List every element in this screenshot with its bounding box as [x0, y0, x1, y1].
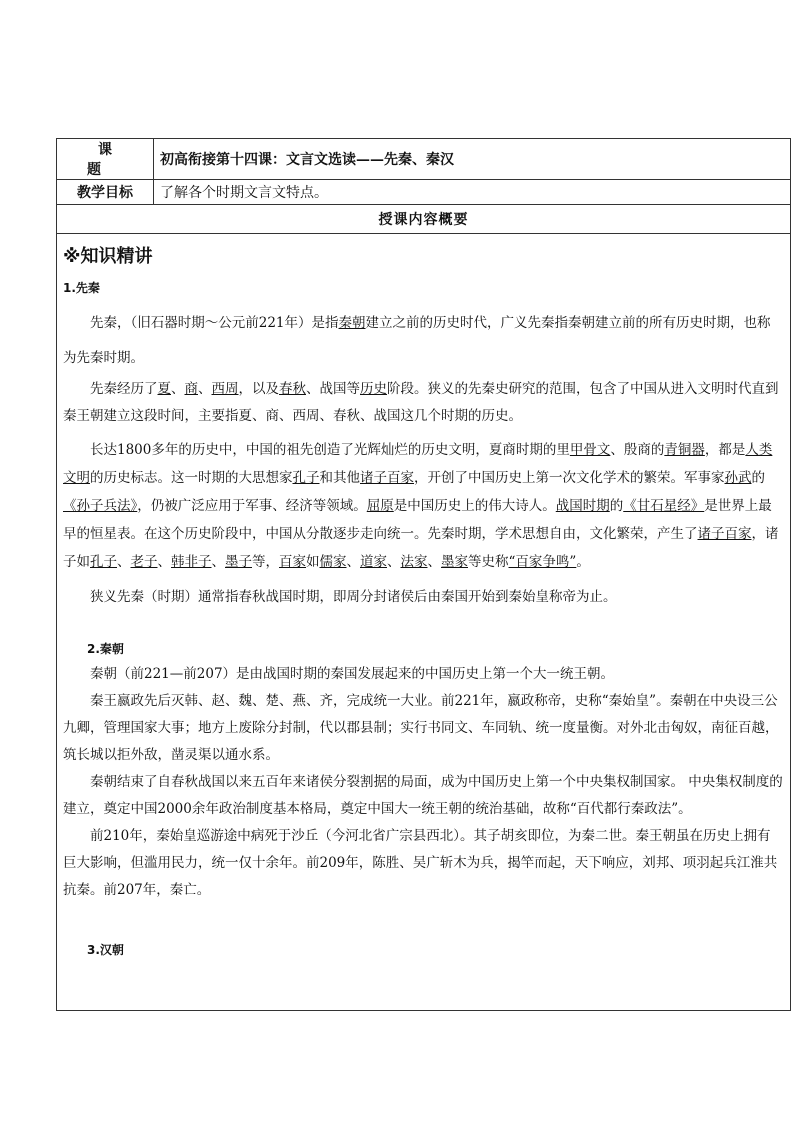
link-history[interactable]: 历史 — [360, 381, 387, 397]
link-confucius[interactable]: 孔子 — [292, 470, 320, 486]
content-box — [56, 234, 791, 1011]
link-xizhou[interactable]: 西周 — [211, 381, 239, 397]
link-civilization[interactable]: 人类文明 — [63, 442, 773, 486]
link-kongzi[interactable]: 孔子 — [90, 554, 117, 570]
s1-paragraph-4: 狭义先秦（时期）通常指春秋战国时期，即周分封诸侯后由秦国开始到秦始皇称帝为止。 — [90, 589, 617, 605]
section-2-title: 2.秦朝 — [87, 642, 124, 656]
link-star-catalog[interactable]: 《甘石星经》 — [623, 498, 705, 514]
s2-paragraph-2: 秦王嬴政先后灭韩、赵、魏、楚、燕、齐，完成统一大业。前221年，嬴政称帝，史称“秦始皇”。秦朝在中央设三公九卿，管理国家大事；地方上废除分封制，代以郡县制；实行书同文、车同轨、统一度量衡。对外北击匈奴，南征百越，筑长城以拒外敌，凿灵渠以通水系。 — [63, 693, 779, 763]
link-oracle-bone[interactable]: 甲骨文 — [569, 442, 611, 458]
link-contention[interactable]: “百家争鸣” — [508, 554, 577, 570]
link-hanfeizi[interactable]: 韩非子 — [171, 554, 212, 570]
topic-label: 课 题 — [57, 139, 154, 180]
link-bronze[interactable]: 青铜器 — [664, 442, 705, 458]
topic-value: 初高衔接第十四课：文言文选读——先秦、秦汉 — [154, 139, 791, 180]
s1-paragraph-1: 先秦，（旧石器时期～公元前221年）是指秦朝建立之前的历史时代，广义先秦指秦朝建立前的所有历史时期，也称为先秦时期。 — [63, 315, 771, 366]
link-daojia[interactable]: 道家 — [360, 554, 387, 570]
link-quyuan[interactable]: 屈原 — [366, 498, 394, 514]
link-mojia[interactable]: 墨家 — [441, 554, 468, 570]
link-fajia[interactable]: 法家 — [400, 554, 428, 570]
lesson-page — [56, 138, 791, 1011]
link-warring-states[interactable]: 战国时期 — [555, 498, 610, 514]
link-art-of-war[interactable]: 《孙子兵法》 — [63, 498, 138, 514]
s2-paragraph-1: 秦朝（前221—前207）是由战国时期的秦国发展起来的中国历史上第一个大一统王朝。 — [90, 666, 615, 682]
goal-row — [57, 180, 791, 205]
section-title: ※知识精讲 — [63, 246, 153, 267]
link-xia[interactable]: 夏 — [157, 381, 171, 397]
s1-paragraph-2: 先秦经历了夏、商、西周，以及春秋、战国等历史阶段。狭义的先秦史研究的范围，包含了中国从进入文明时代直到秦王朝建立这段时间，主要指夏、商、西周、春秋、战国这几个时期的历史。 — [63, 381, 779, 424]
overview-row — [57, 205, 791, 234]
link-sunwu[interactable]: 孙武 — [724, 470, 752, 486]
link-mozi[interactable]: 墨子 — [225, 554, 252, 570]
link-hundred-schools-2[interactable]: 诸子百家 — [697, 526, 752, 542]
link-laozi[interactable]: 老子 — [130, 554, 158, 570]
link-qin-dynasty[interactable]: 秦朝 — [338, 315, 366, 331]
link-chunqiu[interactable]: 春秋 — [279, 381, 306, 397]
s2-paragraph-4: 前210年，秦始皇巡游途中病死于沙丘（今河北省广宗县西北）。其子胡亥即位，为秦二世。秦王朝虽在历史上拥有巨大影响，但滥用民力，统一仅十余年。前209年，陈胜、吴广斩木为兵，揭竿而起，天下响应，刘邦、项羽起兵江淮共抗秦。前207年，秦亡。 — [63, 828, 778, 898]
goal-value: 了解各个时期文言文特点。 — [154, 180, 791, 205]
section-1-title: 1.先秦 — [63, 281, 100, 295]
goal-label: 教学目标 — [57, 180, 154, 205]
link-baijia[interactable]: 百家 — [279, 554, 306, 570]
topic-row — [57, 139, 791, 180]
section-3-title: 3.汉朝 — [87, 943, 124, 957]
lesson-header-table — [56, 138, 791, 234]
s2-paragraph-3: 秦朝结束了自春秋战国以来五百年来诸侯分裂割据的局面，成为中国历史上第一个中央集权制国家。 中央集权制度的建立，奠定中国2000余年政治制度基本格局，奠定中国大一统王朝的统治基础，故称“百代都行秦政法”。 — [63, 774, 783, 817]
link-shang[interactable]: 商 — [184, 381, 198, 397]
link-rujia[interactable]: 儒家 — [319, 554, 347, 570]
link-hundred-schools[interactable]: 诸子百家 — [360, 470, 414, 486]
s1-paragraph-3: 长达1800多年的历史中，中国的祖先创造了光辉灿烂的历史文明，夏商时期的里甲骨文、殷商的青铜器，都是人类文明的历史标志。这一时期的大思想家孔子和其他诸子百家，开创了中国历史上第一次文化学术的繁荣。军事家孙武的《孙子兵法》，仍被广泛应用于军事、经济等领域。屈原是中国历史上的伟大诗人。战国时期的《甘石星经》是世界上最早的恒星表。在这个历史阶段中，中国从分散逐步走向统一。先秦时期，学术思想自由，文化繁荣，产生了诸子百家，诸子如孔子、老子、韩非子、墨子等，百家如儒家、道家、法家、墨家等史称“百家争鸣”。 — [63, 442, 779, 570]
overview-label: 授课内容概要 — [57, 205, 791, 234]
